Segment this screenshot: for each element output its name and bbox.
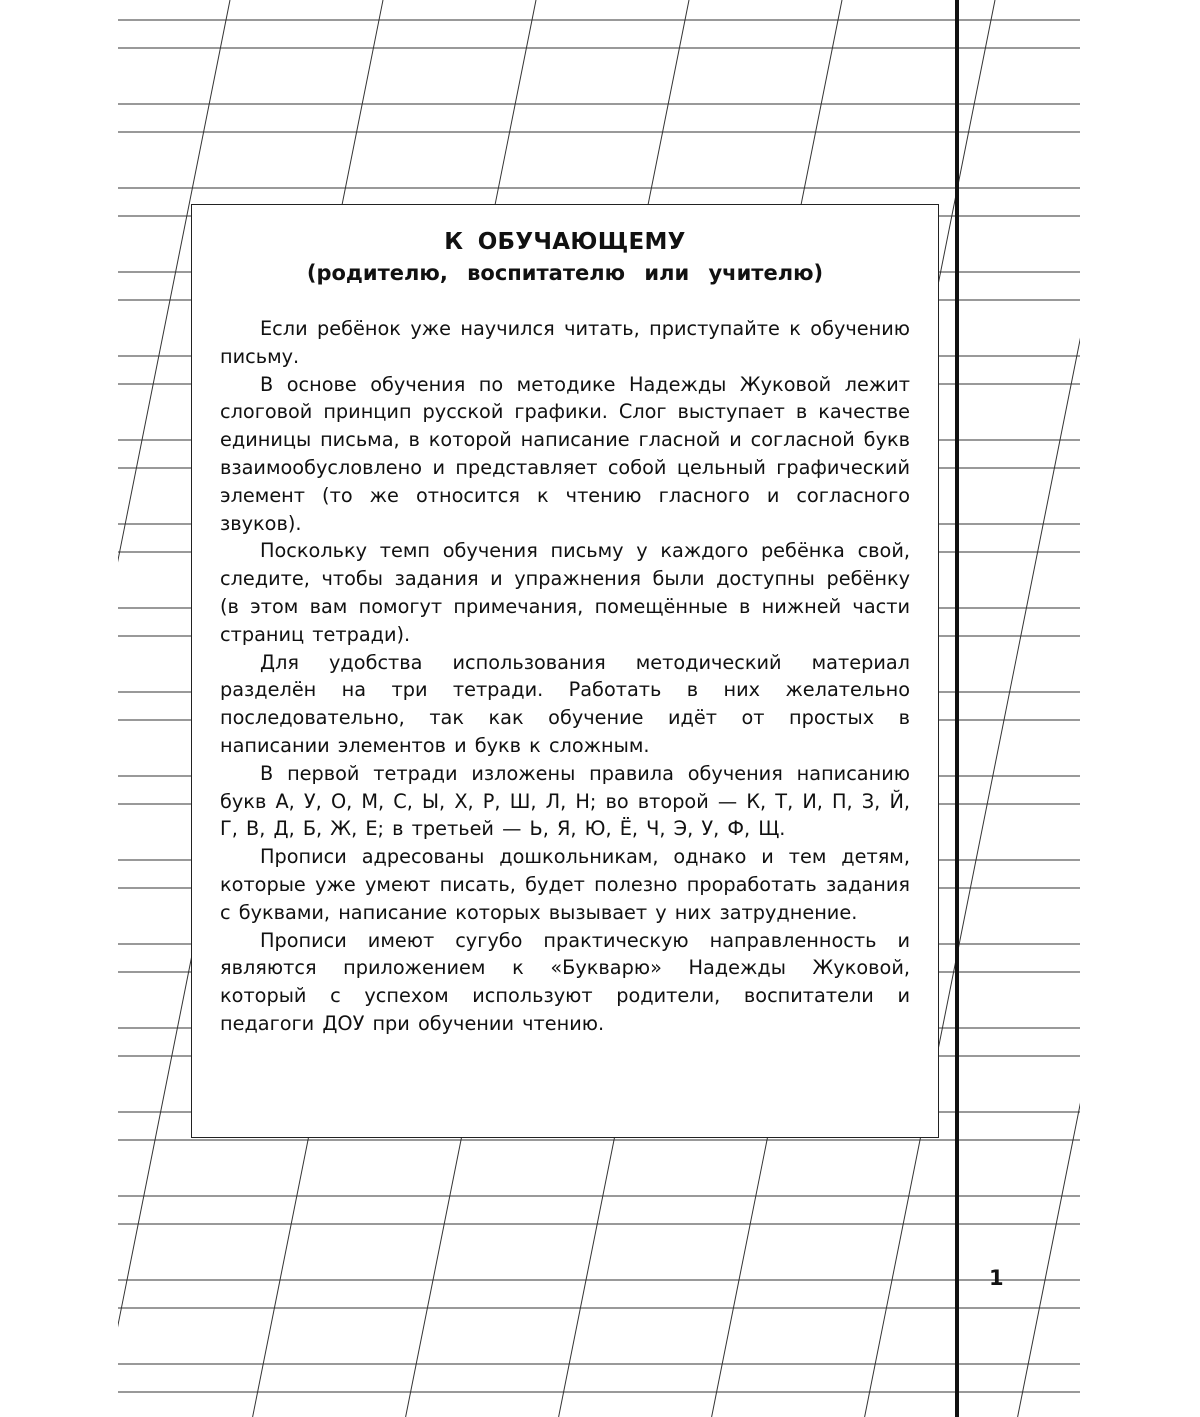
paragraph-primer: Прописи имеют сугубо практическую направленность и являются приложением к «Букварю» Надежды Жуковой, который с успехом используют родители, воспитатели и педагоги ДОУ при обучении чтению. <box>220 928 910 1035</box>
paragraph-letters: В первой тетради изложены правила обучения написанию букв А, У, О, М, С, Ы, Х, Р, Ш, Л, Н; во второй — К, Т, И, П, З, Й, Г, В, Д, Б, Ж, Е; в третьей — Ь, Я, Ю, Ё, Ч, Э, У, Ф, Щ. <box>220 761 910 841</box>
page-number: 1 <box>989 1266 1004 1290</box>
slant-line <box>0 0 77 1417</box>
paragraph-notebooks: Для удобства использования методический материал разделён на три тетради. Работать в них желательно последовательно, так как обучение идёт от простых в написании элементов и букв к сложным. <box>220 650 910 757</box>
page-title: К ОБУЧАЮЩЕМУ <box>444 229 686 255</box>
slant-line <box>1018 0 1200 1417</box>
instruction-box <box>191 204 939 1138</box>
paragraph-intro: Если ребёнок уже научился читать, приступайте к обучению письму. <box>220 317 910 368</box>
paragraph-pace: Поскольку темп обучения письму у каждого ребёнка свой, следите, чтобы задания и упражнения были доступны ребёнку (в этом вам помогут примечания, помещённые в нижней части страниц тетради). <box>220 539 910 646</box>
paragraph-method: В основе обучения по методике Надежды Жуковой лежит слоговой принцип русской графики. Слог выступает в качестве единицы письма, в которой написание гласной и согласной букв взаимообусловлено и представляет собой цельный графический элемент (то же относится к чтению гласного и согласного звуков). <box>220 372 910 535</box>
page-subtitle: (родителю, воспитателю или учителю) <box>306 261 824 285</box>
slant-line <box>1171 0 1200 1417</box>
paragraph-audience: Прописи адресованы дошкольникам, однако и тем детям, которые уже умеют писать, будет полезно проработать задания с буквами, написание которых вызывает у них затруднение. <box>220 845 910 924</box>
